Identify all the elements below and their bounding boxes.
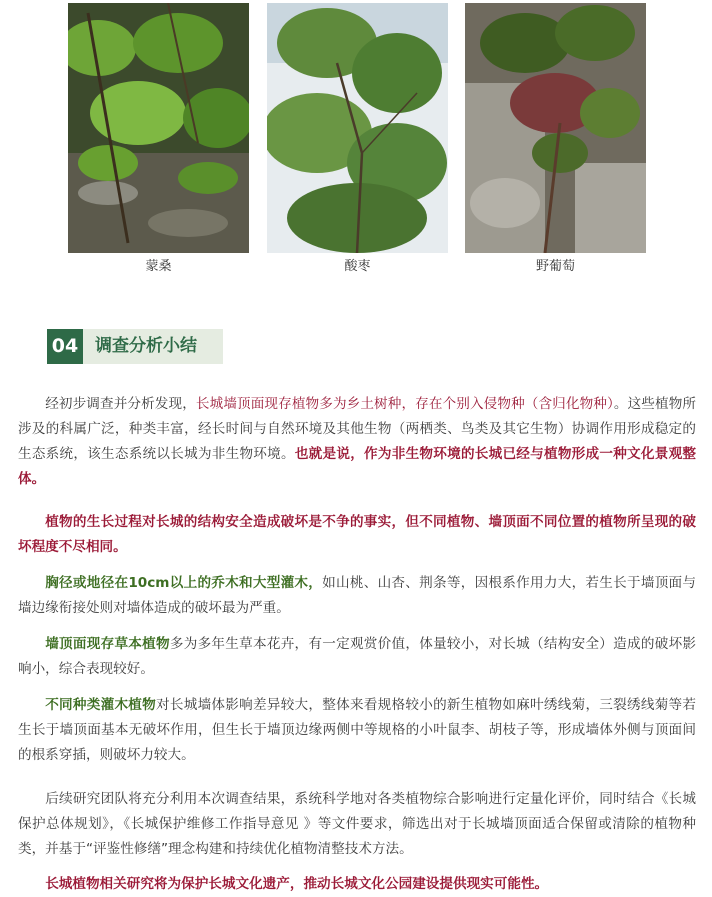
paragraph-herbs xyxy=(18,632,696,682)
jujube-photo xyxy=(267,3,448,253)
paragraph-shrubs xyxy=(18,693,696,768)
p3-text: 如山桃、山杏、荆条等，因根系作用力大，若生长于墙顶面与墙边缘衔接处则对墙体造成的破坏最为严重。 xyxy=(18,575,697,616)
photo-caption-2: 酸枣 xyxy=(344,259,371,274)
photo-strip xyxy=(0,0,712,280)
paragraph-trees xyxy=(18,571,696,621)
mulberry-photo xyxy=(68,3,249,253)
p5-lead: 不同种类灌木植物 xyxy=(45,697,157,713)
section-title: 调查分析小结 xyxy=(95,336,197,356)
paragraph-followup xyxy=(18,787,696,862)
p1-text-c: 。这些植物所涉及的科属广泛，种类丰富，经长时间与自然环境及其他生物（两栖类、鸟类及其它生物）协调作用形成稳定的生态系统，该生态系统以长城为非生物环境。 xyxy=(18,396,697,462)
wild-grape-photo xyxy=(465,3,646,253)
p1-highlight: 长城墙顶面现存植物多为乡土树种，存在个别入侵物种（含归化物种） xyxy=(195,396,614,412)
p4-lead: 墙顶面现存草本植物 xyxy=(45,636,170,652)
p6-text: 后续研究团队将充分利用本次调查结果，系统科学地对各类植物综合影响进行定量化评价，同时结合《长城保护总体规划》，《长城保护维修工作指导意见 》等文件要求，筛选出对于长城墙顶面适合保留或清除的植物种类，并基于“评鉴性修缮”理念构建和持续优化植物清整技术方法。 xyxy=(18,791,696,857)
p2-text: 植物的生长过程对长城的结构安全造成破坏是不争的事实，但不同植物、墙顶面不同位置的植物所呈现的破坏程度不尽相同。 xyxy=(18,514,696,555)
p5-text: 对长城墙体影响差异较大，整体来看规格较小的新生植物如麻叶绣线菊，三裂绣线菊等若生长于墙顶面基本无破坏作用，但生长于墙顶边缘两侧中等规格的小叶鼠李、胡枝子等，形成墙体外侧与顶面间的根系穿插，则破坏力较大。 xyxy=(18,697,697,763)
section-heading xyxy=(47,329,223,364)
paragraph-damage xyxy=(18,510,696,560)
photo-caption-3: 野葡萄 xyxy=(535,259,575,274)
paragraph-closing xyxy=(18,872,696,897)
p3-lead: 胸径或地径在10cm以上的乔木和大型灌木， xyxy=(45,575,323,591)
p4-text: 多为多年生草本花卉，有一定观赏价值，体量较小，对长城（结构安全）造成的破坏影响小，综合表现较好。 xyxy=(18,636,697,677)
photo-caption-1: 蒙桑 xyxy=(145,259,172,274)
p7-text: 长城植物相关研究将为保护长城文化遗产，推动长城文化公园建设提供现实可能性。 xyxy=(45,876,549,892)
section-number: 04 xyxy=(47,329,83,364)
p1-text-a: 经初步调查并分析发现， xyxy=(45,396,196,412)
paragraph-findings xyxy=(18,392,696,492)
p1-conclusion: 也就是说，作为非生物环境的长城已经与植物形成一种文化景观整体。 xyxy=(18,446,697,487)
